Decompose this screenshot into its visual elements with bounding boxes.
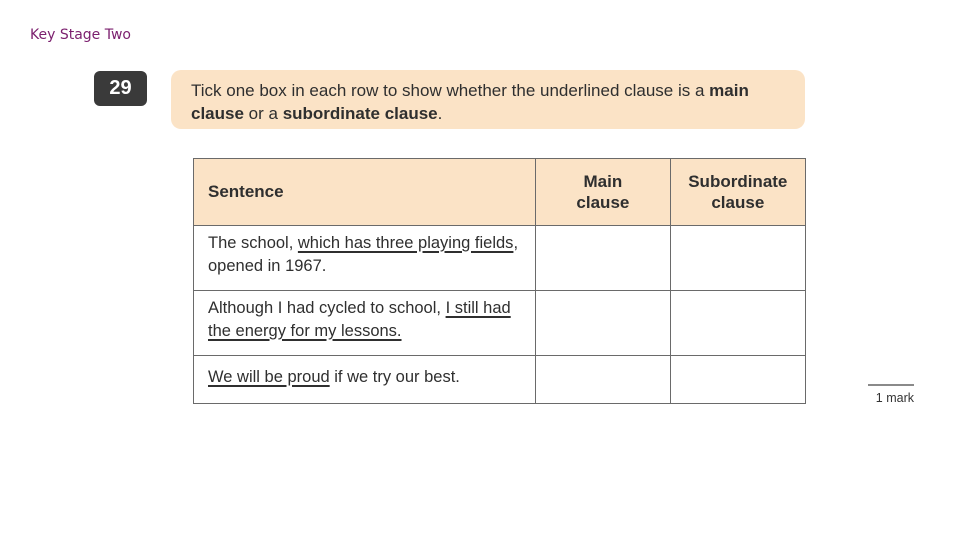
main-clause-tick-box[interactable] [536,225,670,290]
instruction-text-1: Tick one box in each row to show whether the underlined clause is a [191,81,710,100]
mark-label: 1 mark [875,391,914,405]
table-header-row [194,159,806,226]
mark-rule [868,384,914,386]
subordinate-clause-tick-box[interactable] [670,225,805,290]
sentence-text: , opened in 1967. [208,233,519,275]
underlined-clause: We will be proud [208,367,330,386]
instruction-text-3: . [437,104,443,123]
subordinate-clause-tick-box[interactable] [670,290,805,355]
instruction-bold-subordinate-clause: subordinate clause [282,104,438,123]
answer-table [193,158,806,404]
sentence-cell [194,225,536,290]
main-clause-tick-box[interactable] [536,355,670,403]
stage-label: Key Stage Two [30,27,131,43]
table-row [194,290,806,355]
sentence-text: if we try our best. [329,367,460,386]
header-sub-line2: clause [711,192,765,212]
header-sentence: Sentence [194,159,536,226]
question-instruction [171,70,805,129]
underlined-clause: which has three playing fields [297,233,514,252]
sentence-text: Although I had cycled to school, [208,298,446,317]
instruction-bold-main-clause: main clause [191,81,749,123]
header-main-line2: clause [576,192,630,212]
instruction-text-2: or a [243,104,283,123]
sentence-cell [194,355,536,403]
table-row [194,355,806,403]
header-sub-line1: Subordinate [688,171,788,191]
sentence-text: The school, [208,233,298,252]
header-main-clause [536,159,670,226]
header-main-line1: Main [583,171,623,191]
question-number-badge: 29 [94,71,147,106]
header-subordinate-clause [670,159,805,226]
sentence-cell [194,290,536,355]
subordinate-clause-tick-box[interactable] [670,355,805,403]
mark-indicator [868,384,914,405]
underlined-clause: I still had the energy for my lessons. [208,298,511,340]
table-row [194,225,806,290]
main-clause-tick-box[interactable] [536,290,670,355]
